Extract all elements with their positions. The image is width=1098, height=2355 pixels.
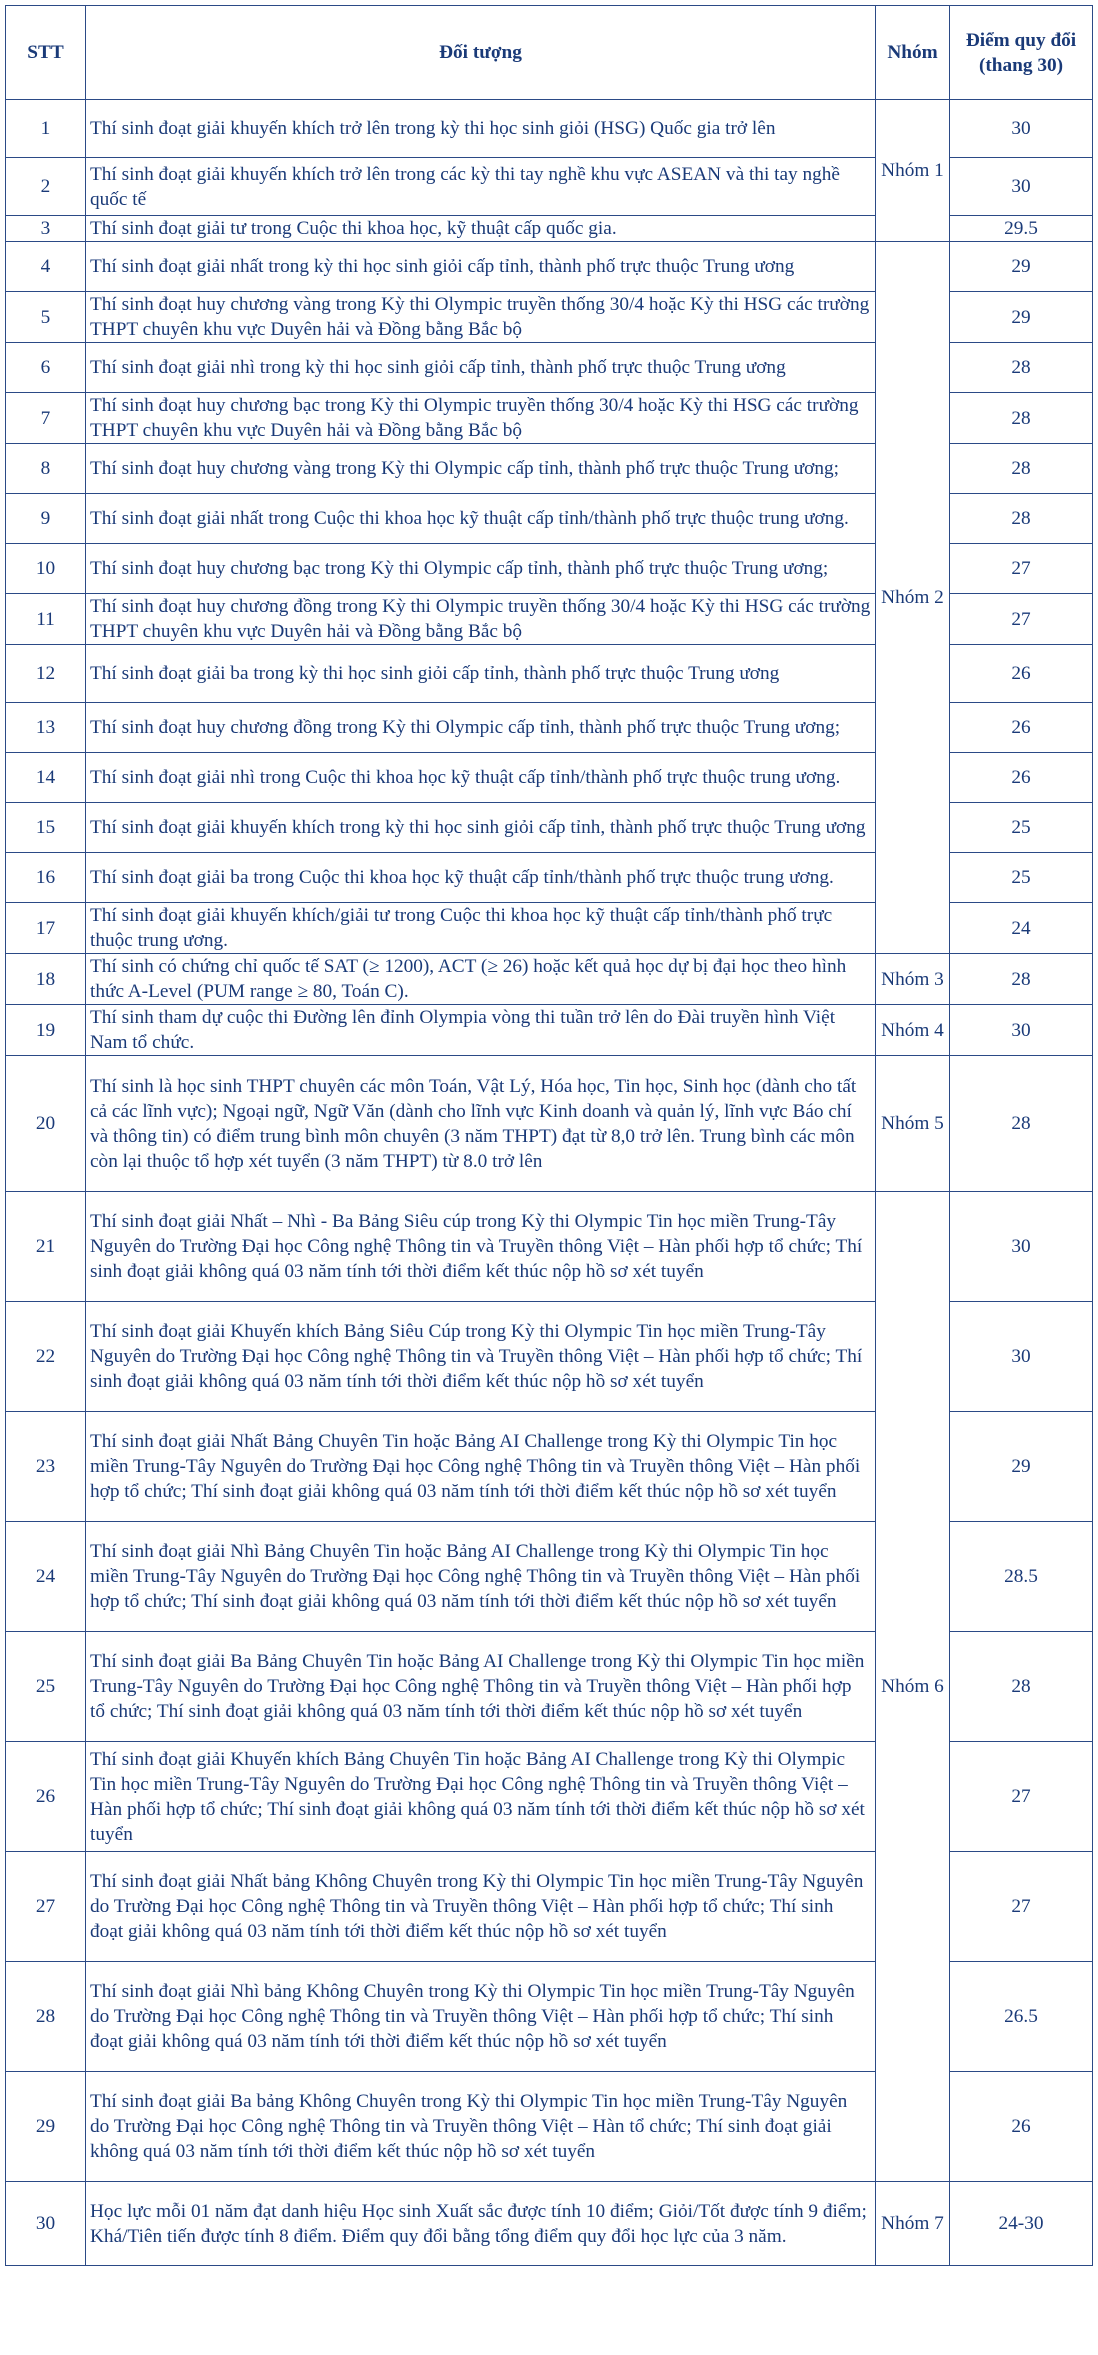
group-label: Nhóm 3 (876, 954, 950, 1005)
row-stt: 8 (6, 444, 86, 494)
row-doi-tuong: Thí sinh đoạt giải nhất trong kỳ thi học sinh giỏi cấp tỉnh, thành phố trực thuộc Trung ương (86, 242, 876, 292)
row-diem: 24-30 (950, 2182, 1093, 2266)
row-doi-tuong: Thí sinh tham dự cuộc thi Đường lên đỉnh Olympia vòng thi tuần trở lên do Đài truyền hình Việt Nam tổ chức. (86, 1005, 876, 1056)
row-doi-tuong: Thí sinh đoạt giải Nhất – Nhì - Ba Bảng Siêu cúp trong Kỳ thi Olympic Tin học miền Trung-Tây Nguyên do Trường Đại học Công nghệ Thông tin và Truyền thông Việt – Hàn phối hợp tổ chức; Thí sinh đoạt giải không quá 03 năm tính tới thời điểm kết thúc nộp hồ sơ xét tuyển (86, 1192, 876, 1302)
row-stt: 6 (6, 343, 86, 393)
row-stt: 15 (6, 803, 86, 853)
row-doi-tuong: Thí sinh đoạt giải khuyến khích trở lên trong kỳ thi học sinh giỏi (HSG) Quốc gia trở lên (86, 100, 876, 158)
row-doi-tuong: Thí sinh đoạt giải Nhất Bảng Chuyên Tin hoặc Bảng AI Challenge trong Kỳ thi Olympic Tin học miền Trung-Tây Nguyên do Trường Đại học Công nghệ Thông tin và Truyền thông Việt – Hàn phối hợp tổ chức; Thí sinh đoạt giải không quá 03 năm tính tới thời điểm kết thúc nộp hồ sơ xét tuyển (86, 1412, 876, 1522)
row-diem: 30 (950, 158, 1093, 216)
row-stt: 28 (6, 1962, 86, 2072)
table-row (6, 1005, 1093, 1056)
group-label: Nhóm 1 (876, 100, 950, 242)
row-stt: 7 (6, 393, 86, 444)
row-stt: 17 (6, 903, 86, 954)
row-doi-tuong: Thí sinh đoạt giải nhì trong Cuộc thi khoa học kỹ thuật cấp tỉnh/thành phố trực thuộc trung ương. (86, 753, 876, 803)
row-doi-tuong: Thí sinh đoạt huy chương vàng trong Kỳ thi Olympic truyền thống 30/4 hoặc Kỳ thi HSG các trường THPT chuyên khu vực Duyên hải và Đồng bằng Bắc bộ (86, 292, 876, 343)
row-diem: 28 (950, 444, 1093, 494)
row-stt: 10 (6, 544, 86, 594)
row-doi-tuong: Thí sinh đoạt giải Khuyến khích Bảng Siêu Cúp trong Kỳ thi Olympic Tin học miền Trung-Tây Nguyên do Trường Đại học Công nghệ Thông tin và Truyền thông Việt – Hàn phối hợp tổ chức; Thí sinh đoạt giải không quá 03 năm tính tới thời điểm kết thúc nộp hồ sơ xét tuyển (86, 1302, 876, 1412)
group-label: Nhóm 5 (876, 1056, 950, 1192)
header-doi-tuong: Đối tượng (86, 6, 876, 100)
row-diem: 26 (950, 645, 1093, 703)
row-doi-tuong: Thí sinh đoạt giải Nhì Bảng Chuyên Tin hoặc Bảng AI Challenge trong Kỳ thi Olympic Tin học miền Trung-Tây Nguyên do Trường Đại học Công nghệ Thông tin và Truyền thông Việt – Hàn phối hợp tổ chức; Thí sinh đoạt giải không quá 03 năm tính tới thời điểm kết thúc nộp hồ sơ xét tuyển (86, 1522, 876, 1632)
row-doi-tuong: Thí sinh đoạt huy chương đồng trong Kỳ thi Olympic truyền thống 30/4 hoặc Kỳ thi HSG các trường THPT chuyên khu vực Duyên hải và Đồng bằng Bắc bộ (86, 594, 876, 645)
row-diem: 26 (950, 703, 1093, 753)
table-body (6, 100, 1093, 2266)
row-diem: 25 (950, 803, 1093, 853)
row-doi-tuong: Thí sinh đoạt giải khuyến khích trong kỳ thi học sinh giỏi cấp tỉnh, thành phố trực thuộc Trung ương (86, 803, 876, 853)
conversion-table (5, 5, 1093, 2266)
row-stt: 9 (6, 494, 86, 544)
row-doi-tuong: Thí sinh đoạt giải tư trong Cuộc thi khoa học, kỹ thuật cấp quốc gia. (86, 216, 876, 242)
row-stt: 4 (6, 242, 86, 292)
row-stt: 2 (6, 158, 86, 216)
row-diem: 29.5 (950, 216, 1093, 242)
header-stt: STT (6, 6, 86, 100)
row-doi-tuong: Thí sinh đoạt giải Ba bảng Không Chuyên trong Kỳ thi Olympic Tin học miền Trung-Tây Nguyên do Trường Đại học Công nghệ Thông tin và Truyền thông Việt – Hàn tổ chức; Thí sinh đoạt giải không quá 03 năm tính tới thời điểm kết thúc nộp hồ sơ xét tuyển (86, 2072, 876, 2182)
header-nhom: Nhóm (876, 6, 950, 100)
row-stt: 1 (6, 100, 86, 158)
row-doi-tuong: Thí sinh đoạt giải Khuyến khích Bảng Chuyên Tin hoặc Bảng AI Challenge trong Kỳ thi Olympic Tin học miền Trung-Tây Nguyên do Trường Đại học Công nghệ Thông tin và Truyền thông Việt – Hàn phối hợp tổ chức; Thí sinh đoạt giải không quá 03 năm tính tới thời điểm kết thúc nộp hồ sơ xét tuyển (86, 1742, 876, 1852)
row-stt: 21 (6, 1192, 86, 1302)
row-diem: 29 (950, 242, 1093, 292)
row-stt: 20 (6, 1056, 86, 1192)
row-diem: 30 (950, 100, 1093, 158)
group-label: Nhóm 7 (876, 2182, 950, 2266)
row-diem: 28 (950, 393, 1093, 444)
row-stt: 18 (6, 954, 86, 1005)
row-doi-tuong: Thí sinh đoạt giải nhất trong Cuộc thi khoa học kỹ thuật cấp tỉnh/thành phố trực thuộc trung ương. (86, 494, 876, 544)
row-stt: 24 (6, 1522, 86, 1632)
table-row (6, 2182, 1093, 2266)
row-diem: 30 (950, 1005, 1093, 1056)
row-diem: 27 (950, 594, 1093, 645)
row-diem: 29 (950, 1412, 1093, 1522)
row-diem: 28 (950, 1632, 1093, 1742)
row-stt: 27 (6, 1852, 86, 1962)
row-diem: 27 (950, 1852, 1093, 1962)
row-diem: 28.5 (950, 1522, 1093, 1632)
row-stt: 19 (6, 1005, 86, 1056)
row-diem: 28 (950, 343, 1093, 393)
group-label: Nhóm 4 (876, 1005, 950, 1056)
table-row (6, 242, 1093, 292)
row-doi-tuong: Thí sinh đoạt giải nhì trong kỳ thi học sinh giỏi cấp tỉnh, thành phố trực thuộc Trung ương (86, 343, 876, 393)
row-stt: 26 (6, 1742, 86, 1852)
table-row (6, 100, 1093, 158)
group-label: Nhóm 6 (876, 1192, 950, 2182)
row-doi-tuong: Thí sinh đoạt huy chương vàng trong Kỳ thi Olympic cấp tỉnh, thành phố trực thuộc Trung ương; (86, 444, 876, 494)
row-stt: 14 (6, 753, 86, 803)
row-diem: 28 (950, 1056, 1093, 1192)
row-doi-tuong: Thí sinh đoạt giải ba trong kỳ thi học sinh giỏi cấp tỉnh, thành phố trực thuộc Trung ương (86, 645, 876, 703)
row-doi-tuong: Thí sinh đoạt huy chương đồng trong Kỳ thi Olympic cấp tỉnh, thành phố trực thuộc Trung ương; (86, 703, 876, 753)
row-stt: 30 (6, 2182, 86, 2266)
row-diem: 27 (950, 1742, 1093, 1852)
row-doi-tuong: Thí sinh đoạt giải khuyến khích trở lên trong các kỳ thi tay nghề khu vực ASEAN và thi tay nghề quốc tế (86, 158, 876, 216)
row-doi-tuong: Thí sinh có chứng chỉ quốc tế SAT (≥ 1200), ACT (≥ 26) hoặc kết quả học dự bị đại học theo hình thức A-Level (PUM range ≥ 80, Toán C). (86, 954, 876, 1005)
table-row (6, 1056, 1093, 1192)
row-doi-tuong: Thí sinh đoạt huy chương bạc trong Kỳ thi Olympic truyền thống 30/4 hoặc Kỳ thi HSG các trường THPT chuyên khu vực Duyên hải và Đồng bằng Bắc bộ (86, 393, 876, 444)
row-stt: 13 (6, 703, 86, 753)
row-diem: 27 (950, 544, 1093, 594)
row-doi-tuong: Thí sinh đoạt huy chương bạc trong Kỳ thi Olympic cấp tỉnh, thành phố trực thuộc Trung ương; (86, 544, 876, 594)
table-row (6, 1192, 1093, 1302)
row-stt: 22 (6, 1302, 86, 1412)
row-stt: 5 (6, 292, 86, 343)
row-diem: 26 (950, 753, 1093, 803)
row-diem: 30 (950, 1192, 1093, 1302)
row-doi-tuong: Thí sinh là học sinh THPT chuyên các môn Toán, Vật Lý, Hóa học, Tin học, Sinh học (dành cho tất cả các lĩnh vực); Ngoại ngữ, Ngữ Văn (dành cho lĩnh vực Kinh doanh và quản lý, lĩnh vực Báo chí và thông tin) có điểm trung bình môn chuyên (3 năm THPT) đạt từ 8,0 trở lên. Trung bình các môn còn lại thuộc tổ hợp xét tuyển (3 năm THPT) từ 8.0 trở lên (86, 1056, 876, 1192)
row-doi-tuong: Thí sinh đoạt giải Nhất bảng Không Chuyên trong Kỳ thi Olympic Tin học miền Trung-Tây Nguyên do Trường Đại học Công nghệ Thông tin và Truyền thông Việt – Hàn phối hợp tổ chức; Thí sinh đoạt giải không quá 03 năm tính tới thời điểm kết thúc nộp hồ sơ xét tuyển (86, 1852, 876, 1962)
group-label: Nhóm 2 (876, 242, 950, 954)
row-doi-tuong: Thí sinh đoạt giải Ba Bảng Chuyên Tin hoặc Bảng AI Challenge trong Kỳ thi Olympic Tin học miền Trung-Tây Nguyên do Trường Đại học Công nghệ Thông tin và Truyền thông Việt – Hàn phối hợp tổ chức; Thí sinh đoạt giải không quá 03 năm tính tới thời điểm kết thúc nộp hồ sơ xét tuyển (86, 1632, 876, 1742)
row-stt: 3 (6, 216, 86, 242)
row-diem: 28 (950, 954, 1093, 1005)
row-diem: 26 (950, 2072, 1093, 2182)
row-doi-tuong: Thí sinh đoạt giải Nhì bảng Không Chuyên trong Kỳ thi Olympic Tin học miền Trung-Tây Nguyên do Trường Đại học Công nghệ Thông tin và Truyền thông Việt – Hàn phối hợp tổ chức; Thí sinh đoạt giải không quá 03 năm tính tới thời điểm kết thúc nộp hồ sơ xét tuyển (86, 1962, 876, 2072)
table-row (6, 954, 1093, 1005)
row-stt: 12 (6, 645, 86, 703)
header-diem: Điểm quy đổi (thang 30) (950, 6, 1093, 100)
row-diem: 28 (950, 494, 1093, 544)
row-diem: 29 (950, 292, 1093, 343)
row-doi-tuong: Thí sinh đoạt giải khuyến khích/giải tư trong Cuộc thi khoa học kỹ thuật cấp tỉnh/thành phố trực thuộc trung ương. (86, 903, 876, 954)
row-stt: 16 (6, 853, 86, 903)
row-diem: 24 (950, 903, 1093, 954)
row-diem: 30 (950, 1302, 1093, 1412)
row-stt: 23 (6, 1412, 86, 1522)
header-row (6, 6, 1093, 100)
row-diem: 26.5 (950, 1962, 1093, 2072)
row-diem: 25 (950, 853, 1093, 903)
row-stt: 25 (6, 1632, 86, 1742)
row-doi-tuong: Học lực mỗi 01 năm đạt danh hiệu Học sinh Xuất sắc được tính 10 điểm; Giỏi/Tốt được tính 9 điểm; Khá/Tiên tiến được tính 8 điểm. Điểm quy đổi bằng tổng điểm quy đổi học lực của 3 năm. (86, 2182, 876, 2266)
row-stt: 29 (6, 2072, 86, 2182)
row-doi-tuong: Thí sinh đoạt giải ba trong Cuộc thi khoa học kỹ thuật cấp tỉnh/thành phố trực thuộc trung ương. (86, 853, 876, 903)
row-stt: 11 (6, 594, 86, 645)
